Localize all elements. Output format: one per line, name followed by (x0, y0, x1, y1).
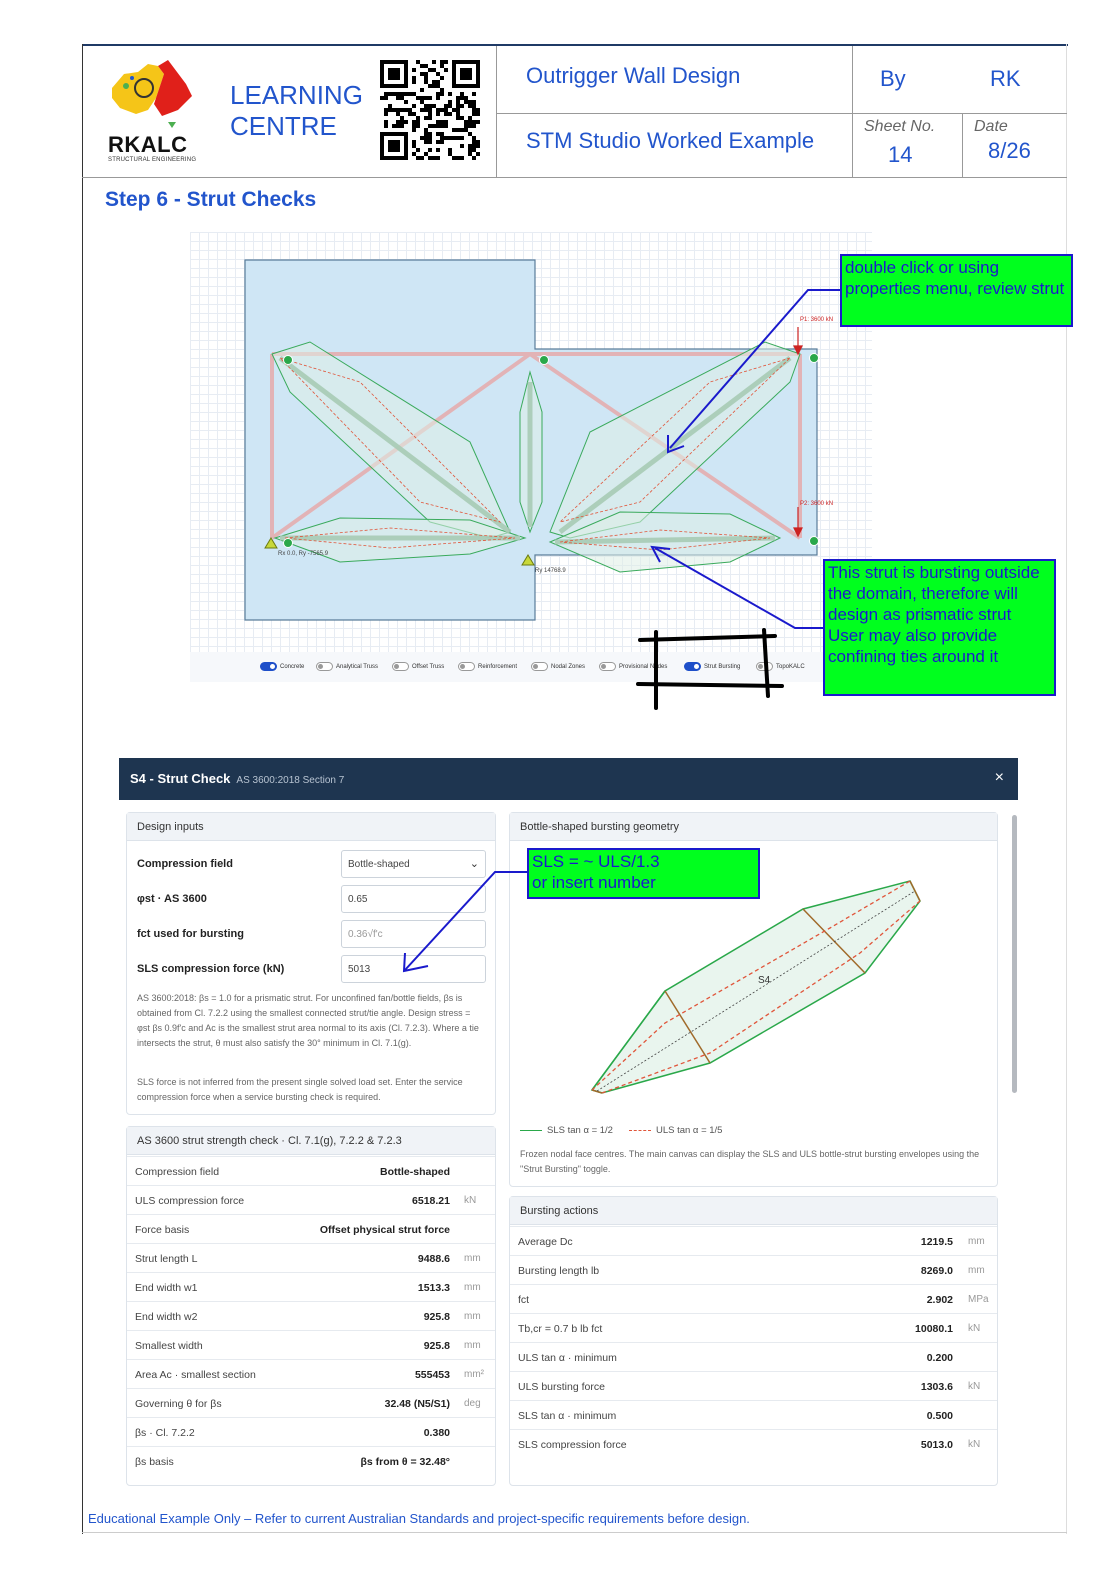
row-value: 1513.3 (417, 1282, 450, 1294)
row-key: Governing θ for βs (135, 1398, 222, 1410)
bursting-geometry-heading: Bottle-shaped bursting geometry (510, 813, 997, 841)
row-key: Force basis (135, 1224, 190, 1236)
row-value: 925.8 (423, 1340, 450, 1352)
strength-check-heading: AS 3600 strut strength check · Cl. 7.1(g), 7.2.2 & 7.2.3 (127, 1127, 495, 1155)
design-note-2: SLS force is not inferred from the present single solved load set. Enter the service compression force when a service bursting check is required. (137, 1077, 463, 1102)
strut-check-dialog-header (119, 758, 1018, 800)
row-value: 925.8 (423, 1311, 450, 1323)
toggle-label: Provisional Nodes (619, 663, 668, 670)
row-value: 2.902 (926, 1294, 953, 1306)
footer-line (82, 1532, 1067, 1533)
table-row (510, 1284, 997, 1313)
row-unit: mm (464, 1340, 481, 1351)
strength-check-panel (126, 1126, 496, 1486)
table-row (127, 1388, 495, 1417)
geometry-caption: Frozen nodal face centres. The main canvas can display the SLS and ULS bottle-strut bursting envelopes using the "Strut Bursting" toggle. (520, 1149, 980, 1174)
compression-field-value: Bottle-shaped (348, 859, 410, 870)
row-value: 8269.0 (920, 1265, 953, 1277)
legend-sls (520, 1125, 613, 1136)
dialog-title (130, 771, 344, 786)
sls-force-input[interactable]: 5013 (341, 955, 486, 983)
table-row (127, 1359, 495, 1388)
table-row (127, 1272, 495, 1301)
legend-sls-text: SLS tan α = 1/2 (547, 1125, 613, 1136)
sls-force-label: SLS compression force (kN) (137, 963, 285, 975)
row-unit: kN (464, 1195, 477, 1206)
logo-text: RKALC (108, 132, 188, 157)
row-value: 1303.6 (920, 1381, 953, 1393)
table-row (127, 1243, 495, 1272)
row-key: ULS bursting force (518, 1381, 605, 1393)
row-value: 10080.1 (915, 1323, 953, 1335)
row-value: 32.48 (N5/S1) (384, 1398, 450, 1410)
label-p1: P1: 3600 kN (800, 317, 834, 323)
by-value: RK (990, 66, 1021, 91)
toggle-label: Offset Truss (412, 663, 445, 670)
row-unit: mm (968, 1265, 985, 1276)
row-key: SLS compression force (518, 1439, 627, 1451)
row-unit: MPa (968, 1294, 989, 1305)
legend-uls-text: ULS tan α = 1/5 (655, 1125, 723, 1136)
brand-line-2: CENTRE (230, 111, 337, 141)
step-title: Step 6 - Strut Checks (105, 188, 317, 211)
row-key: End width w1 (135, 1282, 198, 1294)
table-row (510, 1313, 997, 1342)
row-key: Strut length L (135, 1253, 198, 1265)
compression-field-label: Compression field (137, 858, 233, 870)
row-key: Area Ac · smallest section (135, 1369, 256, 1381)
sheet-subtitle: STM Studio Worked Example (526, 128, 815, 153)
row-value: 1219.5 (920, 1236, 953, 1248)
row-value: 5013.0 (920, 1439, 953, 1451)
note-bursting-strut: This strut is bursting outside the domain, therefore will design as prismatic strut User may also provide confining ties around it (823, 559, 1056, 696)
design-note-1: AS 3600:2018: βs = 1.0 for a prismatic strut. For unconfined fan/bottle fields, βs is obtained from Cl. 7.2.2 using the smallest connected strut/tie angle. Design stress = φst βs 0.9f'c and Ac is the smallest strut area normal to its axis (Cl. 7.2.3). Where a tie intersects the strut, θ must also satisfy the 30° minimum in Cl. 7.1(g). (137, 993, 479, 1048)
table-row (127, 1301, 495, 1330)
geometry-legend (520, 1125, 722, 1136)
reaction-left-label: Rx 0.0, Ry -7565.9 (278, 551, 329, 557)
table-row (127, 1185, 495, 1214)
toggle-label: Analytical Truss (336, 663, 379, 670)
row-value: 6518.21 (412, 1195, 450, 1207)
row-key: Average Dc (518, 1236, 573, 1248)
legend-uls (629, 1125, 723, 1136)
table-row (510, 1226, 997, 1255)
row-value: 0.380 (423, 1427, 450, 1439)
row-key: βs basis (135, 1456, 174, 1468)
row-key: ULS tan α · minimum (518, 1352, 617, 1364)
fct-label: fct used for bursting (137, 928, 244, 940)
toggle-label: TopoKALC (776, 663, 805, 670)
row-unit: mm² (464, 1369, 484, 1380)
table-row (510, 1400, 997, 1429)
row-value: 0.500 (926, 1410, 953, 1422)
row-value: 9488.6 (417, 1253, 450, 1265)
toggle-label: Concrete (280, 663, 305, 670)
row-unit: deg (464, 1398, 481, 1409)
row-unit: mm (464, 1311, 481, 1322)
row-key: Compression field (135, 1166, 220, 1178)
table-row (127, 1330, 495, 1359)
hand-drawn-box (638, 630, 782, 708)
sls-arrow (0, 840, 1117, 980)
row-value: 0.200 (926, 1352, 953, 1364)
table-row (127, 1214, 495, 1243)
date-label: Date (974, 118, 1008, 135)
row-key: fct (518, 1294, 530, 1306)
row-unit: kN (968, 1381, 981, 1392)
row-key: Bursting length lb (518, 1265, 600, 1277)
row-unit: kN (968, 1439, 981, 1450)
table-row (510, 1371, 997, 1400)
bursting-actions-panel (509, 1196, 998, 1486)
row-unit: mm (968, 1236, 985, 1247)
note-sls: SLS = ~ ULS/1.3 or insert number (527, 848, 760, 899)
reaction-mid-label: Ry 14768.9 (535, 568, 566, 574)
geometry-strut-label: S4 (758, 975, 771, 986)
note-review-strut: double click or using properties menu, review strut (840, 254, 1073, 327)
phi-st-input[interactable]: 0.65 (341, 885, 486, 913)
row-unit: kN (968, 1323, 981, 1334)
bursting-actions-heading: Bursting actions (510, 1197, 997, 1225)
row-key: Smallest width (135, 1340, 203, 1352)
row-value: Offset physical strut force (319, 1224, 450, 1236)
by-label: By (880, 66, 906, 91)
row-value: βs from θ = 32.48° (360, 1456, 450, 1468)
fct-input[interactable]: 0.36√f'c (341, 920, 486, 948)
table-row (510, 1429, 997, 1458)
table-row (127, 1417, 495, 1446)
date-value: 8/26 (988, 138, 1031, 163)
table-row (510, 1255, 997, 1284)
dialog-title-text: S4 - Strut Check (130, 771, 231, 786)
design-inputs-heading: Design inputs (127, 813, 495, 841)
legend-sls-swatch (520, 1130, 542, 1131)
sheet-no-value: 14 (888, 142, 913, 167)
phi-st-label: φst · AS 3600 (137, 893, 207, 905)
footer-disclaimer: Educational Example Only – Refer to current Australian Standards and project-specific requirements before design. (88, 1511, 750, 1526)
sheet-no-label: Sheet No. (864, 118, 936, 135)
close-button[interactable]: × (994, 769, 1004, 786)
toggle-label: Nodal Zones (551, 663, 586, 670)
row-key: βs · Cl. 7.2.2 (135, 1427, 195, 1439)
row-value: 555453 (414, 1369, 450, 1381)
brand-line-1: LEARNING (230, 80, 363, 110)
logo-subtext: STRUCTURAL ENGINEERING (108, 157, 197, 163)
dialog-subtitle: AS 3600:2018 Section 7 (236, 775, 345, 786)
row-key: End width w2 (135, 1311, 198, 1323)
sheet-title: Outrigger Wall Design (526, 63, 741, 88)
row-key: SLS tan α · minimum (518, 1410, 617, 1422)
row-key: Tb,cr = 0.7 b lb fct (518, 1323, 603, 1335)
label-p2: P2: 3600 kN (800, 501, 834, 507)
row-key: ULS compression force (135, 1195, 245, 1207)
chevron-down-icon: ⌄ (469, 858, 479, 870)
table-row (510, 1342, 997, 1371)
table-row (127, 1446, 495, 1475)
legend-uls-swatch (629, 1130, 651, 1131)
row-unit: mm (464, 1253, 481, 1264)
toggle-label: Strut Bursting (704, 663, 741, 670)
toggle-label: Reinforcement (478, 663, 518, 670)
row-unit: mm (464, 1282, 481, 1293)
table-row (127, 1156, 495, 1185)
row-value: Bottle-shaped (379, 1166, 450, 1178)
